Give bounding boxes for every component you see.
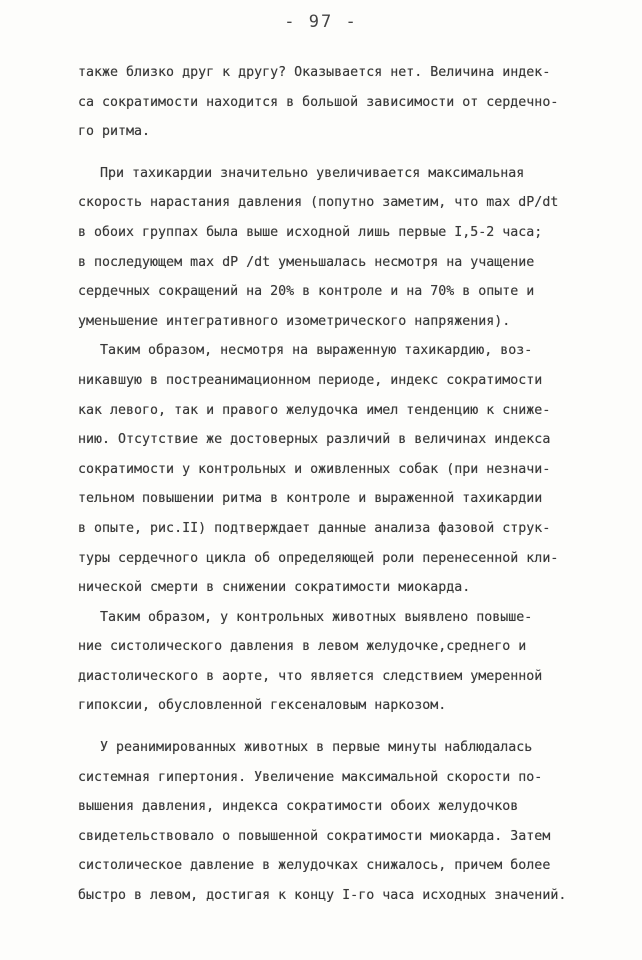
text-line: нической смерти в снижении сократимости миокарда. xyxy=(78,580,471,596)
text-line: как левого, так и правого желудочка имел тенденцию к сниже- xyxy=(78,402,551,418)
body-text xyxy=(78,58,598,911)
paragraph xyxy=(78,733,598,911)
text-line: сердечных сокращений на 20% в контроле и на 70% в опыте и xyxy=(78,284,535,300)
text-line: скорость нарастания давления (попутно заметим, что max dP/dt xyxy=(78,195,559,211)
text-line: У реанимированных животных в первые минуты наблюдалась xyxy=(100,740,533,756)
text-line: туры сердечного цикла об определяющей роли перенесенной кли- xyxy=(78,550,559,566)
text-line: ние систолического давления в левом желудочке,среднего и xyxy=(78,639,527,655)
text-line: также близко друг к другу? Оказывается нет. Величина индек- xyxy=(78,65,551,80)
text-line: систолическое давление в желудочках снижалось, причем более xyxy=(78,858,551,874)
text-line: При тахикардии значительно увеличивается максимальная xyxy=(100,165,525,181)
text-line: са сократимости находится в большой зависимости от сердечно- xyxy=(78,94,559,110)
text-line: в обоих группах была выше исходной лишь первые I,5-2 часа; xyxy=(78,224,543,240)
text-line: уменьшение интегративного изометрического напряжения). xyxy=(78,313,511,329)
text-line: сократимости у контрольных и оживленных собак (при незначи- xyxy=(78,461,551,477)
text-line: нию. Отсутствие же достоверных различий в величинах индекса xyxy=(78,432,551,448)
paragraph xyxy=(78,58,598,147)
paragraph xyxy=(78,603,598,721)
text-line: тельном повышении ритма в контроле и выраженной тахикардии xyxy=(78,491,543,507)
text-line: никавшую в постреанимационном периоде, индекс сократимости xyxy=(78,372,543,388)
text-line: Таким образом, у контрольных животных выявлено повыше- xyxy=(100,609,533,625)
text-line: Таким образом, несмотря на выраженную тахикардию, воз- xyxy=(100,343,533,359)
text-line: вышения давления, индекса сократимости обоих желудочков xyxy=(78,799,519,815)
text-line: быстро в левом, достигая к концу I-го часа исходных значений. xyxy=(78,888,567,904)
text-line: диастолического в аорте, что является следствием умеренной xyxy=(78,668,543,684)
paragraph xyxy=(78,336,598,602)
text-line: свидетельствовало о повышенной сократимости миокарда. Затем xyxy=(78,828,551,844)
text-line: в опыте, рис.II) подтверждает данные анализа фазовой струк- xyxy=(78,520,551,536)
text-line: го ритма. xyxy=(78,124,151,140)
text-line: в последующем max dP /dt уменьшалась несмотря на учащение xyxy=(78,254,535,270)
text-line: гипоксии, обусловленной гексеналовым наркозом. xyxy=(78,698,447,714)
page-number: - 97 - xyxy=(284,12,358,32)
paragraph xyxy=(78,159,598,337)
text-line: системная гипертония. Увеличение максимальной скорости по- xyxy=(78,769,543,785)
